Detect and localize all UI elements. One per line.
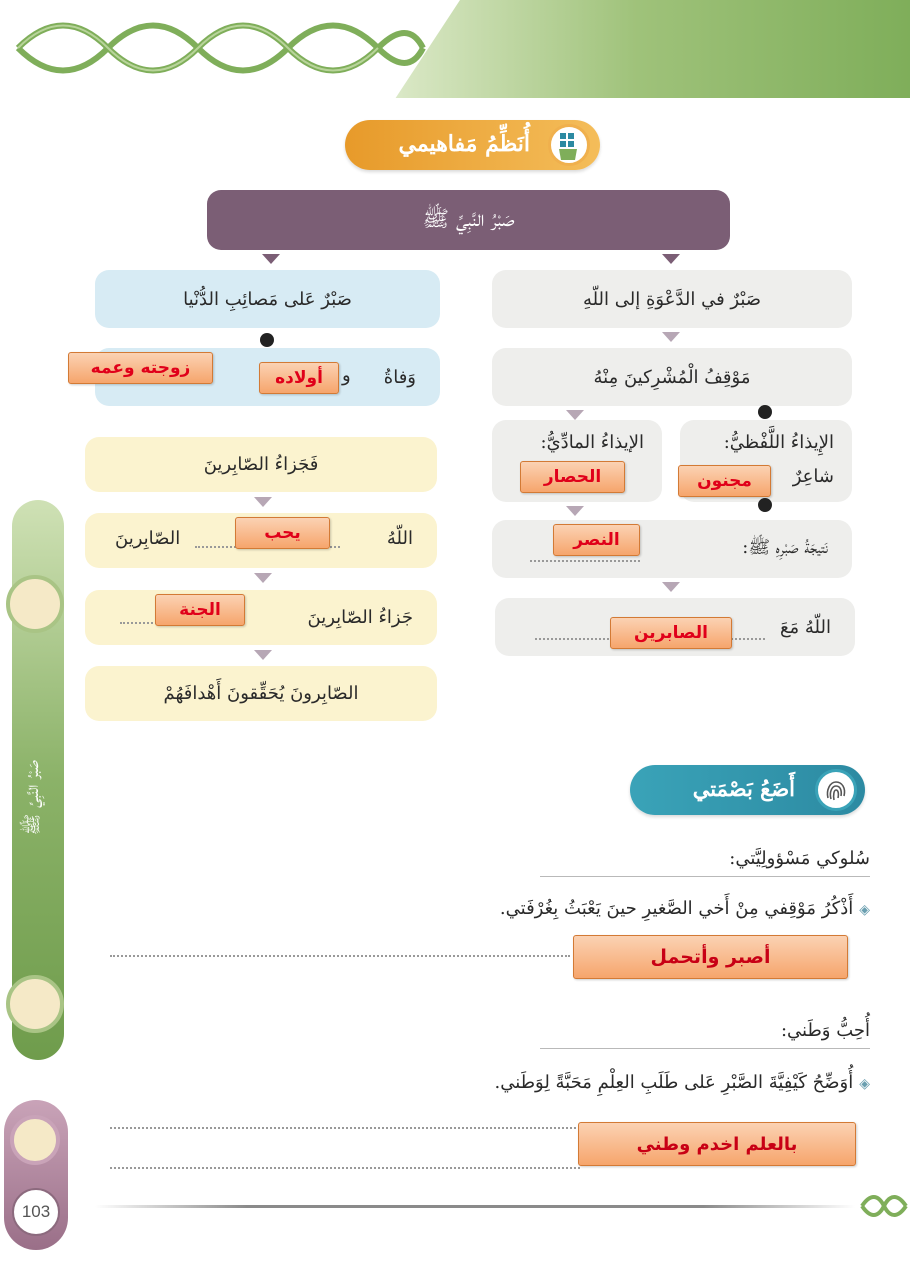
connector-dot [260, 333, 274, 347]
concepts-header-title: أُنَظِّمُ مَفاهيمي [398, 131, 530, 157]
verbal-harm-answer[interactable]: مجنون [678, 465, 771, 497]
fingerprint-header-title: أَضَعُ بَصْمَتي [692, 776, 795, 801]
connector-dot [758, 405, 772, 419]
reward-title-box: فَجَزاءُ الصّابِرينَ [85, 437, 437, 492]
connector [662, 254, 680, 264]
answer-2[interactable]: بالعلم اخدم وطني [578, 1122, 856, 1166]
death-answer-1[interactable]: أولاده [259, 362, 339, 394]
death-answer-2[interactable]: زوجته وعمه [68, 352, 213, 384]
bullet-icon: ◈ [859, 902, 870, 918]
physical-harm-answer[interactable]: الحصار [520, 461, 625, 493]
answer-line [110, 955, 570, 957]
polytheists-stance-box: مَوْقِفُ الْمُشْرِكينَ مِنْهُ [492, 348, 852, 406]
homeland-label: أُحِبُّ وَطَني: [780, 1020, 870, 1041]
allah-loves-box: اللّهُ الصّابِرينَ [85, 513, 437, 568]
achieve-goals-box: الصّابِرونَ يُحَقِّقونَ أَهْدافَهُمْ [85, 666, 437, 721]
verbal-harm-box: الإِيذاءُ اللَّفْظيُّ: شاعِرٌ [680, 420, 852, 502]
connector-dot [758, 498, 772, 512]
answer-1[interactable]: أصبر وأتحمل [573, 935, 848, 979]
worldly-hardship-box: صَبْرٌ عَلى مَصائِبِ الدُّنْيا [95, 270, 440, 328]
connector [566, 506, 584, 516]
death-box: وَفاةُ و [95, 348, 440, 406]
connector [662, 332, 680, 342]
connector [254, 650, 272, 660]
chain-ornament [8, 18, 428, 78]
bullet-icon: ◈ [859, 1076, 870, 1092]
connector [662, 582, 680, 592]
allah-loves-answer[interactable]: يحب [235, 517, 330, 549]
chain-ornament-small [860, 1192, 908, 1220]
allah-with-answer[interactable]: الصابرين [610, 617, 732, 649]
connector [254, 573, 272, 583]
answer-line [110, 1167, 580, 1169]
root-concept-box: صَبْرُ النَّبِيِّ ﷺ [207, 190, 730, 250]
connector [566, 410, 584, 420]
reward-box: جَزاءُ الصّابِرينَ [85, 590, 437, 645]
footer-line [95, 1205, 855, 1208]
divider [540, 876, 870, 877]
ornament-icon [10, 1115, 60, 1165]
ornament-icon [6, 975, 64, 1033]
fingerprint-icon [815, 769, 857, 811]
dawah-patience-box: صَبْرٌ في الدَّعْوَةِ إلى اللّهِ [492, 270, 852, 328]
connector [254, 497, 272, 507]
ornament-icon [6, 575, 64, 633]
chapter-title: صَبْرُ النَّبِيِّ ﷺ [22, 760, 43, 836]
result-answer[interactable]: النصر [553, 524, 640, 556]
allah-with-box: اللّهُ مَعَ [495, 598, 855, 656]
reward-answer[interactable]: الجنة [155, 594, 245, 626]
puzzle-hand-icon [548, 124, 590, 166]
question-2: ◈أُوَضِّحُ كَيْفِيَّةَ الصَّبْرِ عَلى طَلَبِ العِلْمِ مَحَبَّةً لِوَطَني. [494, 1072, 870, 1093]
behavior-label: سُلوكي مَسْؤولِيَّتي: [729, 848, 870, 869]
page-number: 103 [12, 1188, 60, 1236]
answer-line [530, 560, 640, 562]
result-box: نَتيجَةُ صَبْرِهِ ﷺ: [492, 520, 852, 578]
fingerprint-header [630, 765, 865, 815]
concepts-header [345, 120, 600, 170]
question-1: ◈أَذْكُرُ مَوْقِفي مِنْ أَخي الصَّغيرِ حينَ يَعْبَثُ بِغُرْفَتي. [499, 898, 870, 919]
answer-line [110, 1127, 580, 1129]
connector [262, 254, 280, 264]
divider [540, 1048, 870, 1049]
physical-harm-box: الإيذاءُ المادِّيُّ: [492, 420, 662, 502]
